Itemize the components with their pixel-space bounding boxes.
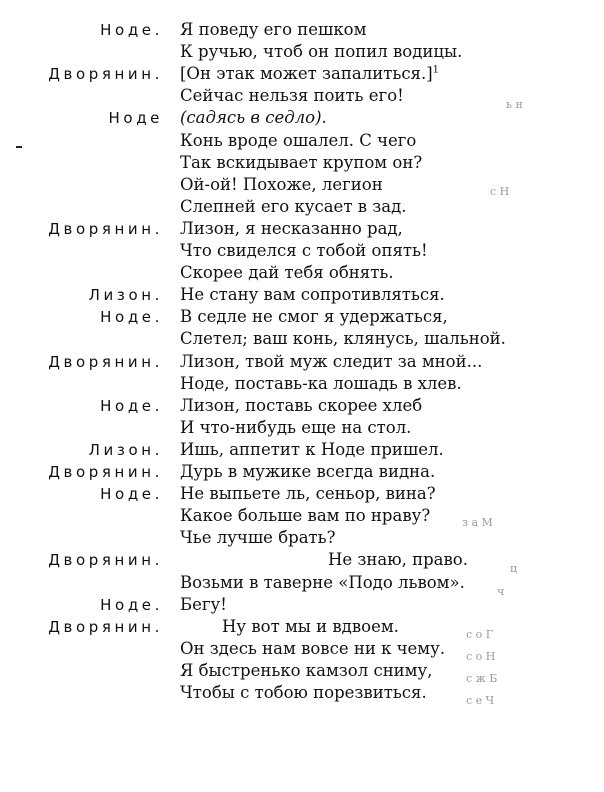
- verse-text: [180, 107, 327, 129]
- verse-text: [180, 262, 394, 284]
- speaker-name: Дворянин.: [48, 617, 163, 636]
- verse-text-content: Я быстренько камзол сниму,: [180, 660, 433, 680]
- verse-text: [180, 461, 435, 483]
- margin-show-through-mark: с о Н: [466, 650, 496, 663]
- verse-text: [180, 218, 403, 240]
- margin-dash: [16, 146, 22, 148]
- dialogue-line: [0, 594, 604, 616]
- verse-text-content: Не выпьете ль, сеньор, вина?: [180, 484, 436, 504]
- verse-text-content: Слетел; ваш конь, клянусь, шальной.: [180, 329, 506, 349]
- verse-text-content: Не знаю, право.: [328, 550, 468, 570]
- verse-text-content: Чье лучше брать?: [180, 528, 336, 548]
- dialogue-line: [0, 262, 604, 284]
- dialogue-line: [0, 196, 604, 218]
- dialogue-line: [0, 130, 604, 152]
- dialogue-line: [0, 284, 604, 306]
- dialogue-line: [0, 306, 604, 328]
- verse-text: [180, 594, 227, 616]
- verse-text: [180, 240, 428, 262]
- verse-text: [180, 439, 444, 461]
- speaker-name: Лизон.: [88, 286, 163, 305]
- dialogue-line: [0, 660, 604, 682]
- dialogue-line: [0, 505, 604, 527]
- speaker-name: Дворянин.: [48, 463, 163, 481]
- margin-show-through-mark: с ж Б: [466, 672, 498, 685]
- verse-text: [180, 373, 462, 395]
- speaker-name: Ноде.: [100, 396, 163, 415]
- dialogue-line: [0, 218, 604, 240]
- dialogue-line: [0, 19, 604, 41]
- verse-text: [328, 549, 468, 571]
- dialogue-line: [0, 527, 604, 549]
- dialogue-line: [0, 395, 604, 417]
- verse-text-content: Скорее дай тебя обнять.: [180, 263, 394, 283]
- dialogue-line: [0, 638, 604, 660]
- verse-text-content: Лизон, твой муж следит за мной...: [180, 351, 483, 371]
- dialogue-line: [0, 461, 604, 483]
- verse-text-content: Я поведу его пешком: [180, 20, 367, 39]
- dialogue-line: [0, 63, 604, 85]
- verse-text: [180, 527, 336, 549]
- verse-text-content: (садясь в седло).: [180, 108, 327, 128]
- dialogue-line: [0, 328, 604, 350]
- margin-show-through-mark: з а М: [462, 516, 493, 529]
- verse-text-content: Чтобы с тобою порезвиться.: [180, 683, 427, 702]
- dialogue-line: [0, 483, 604, 505]
- verse-text-content: Возьми в таверне «Подо львом».: [180, 572, 465, 592]
- verse-text: [180, 682, 427, 704]
- speaker-name: Ноде: [108, 109, 163, 128]
- margin-show-through-mark: с Н: [490, 185, 510, 198]
- speaker-name: Лизон.: [88, 440, 163, 459]
- verse-text: [180, 41, 462, 63]
- verse-text-content: Какое больше вам по нраву?: [180, 506, 431, 526]
- verse-text: [180, 306, 448, 328]
- verse-text: [180, 660, 432, 682]
- margin-show-through-mark: ч: [497, 585, 505, 598]
- verse-text: [180, 284, 445, 306]
- speaker-name: Дворянин.: [48, 219, 163, 238]
- dialogue-line: [0, 417, 604, 439]
- dialogue-line: [0, 240, 604, 262]
- verse-text-content: В седле не смог я удержаться,: [180, 307, 448, 327]
- verse-text-content: Лизон, поставь скорее хлеб: [180, 395, 423, 415]
- dialogue-line: [0, 373, 604, 395]
- verse-text-content: Дурь в мужике всегда видна.: [180, 462, 436, 481]
- verse-text: [180, 196, 406, 218]
- verse-text: [180, 152, 422, 174]
- dialogue-line: [0, 351, 604, 373]
- verse-text-content: К ручью, чтоб он попил водицы.: [180, 42, 463, 62]
- verse-text: [180, 328, 506, 350]
- speaker-name: Ноде.: [100, 308, 163, 327]
- verse-text: [180, 174, 383, 196]
- verse-text-content: Ишь, аппетит к Ноде пришел.: [180, 439, 444, 459]
- dialogue-line: [0, 616, 604, 638]
- verse-text-content: Лизон, я несказанно рад,: [180, 218, 403, 238]
- verse-text-content: Конь вроде ошалел. С чего: [180, 130, 417, 150]
- margin-show-through-mark: ь н: [506, 98, 523, 111]
- verse-text: [180, 483, 436, 505]
- verse-text: [180, 130, 416, 152]
- verse-text: [180, 395, 422, 417]
- verse-text: [180, 572, 465, 594]
- verse-text: [180, 351, 482, 373]
- verse-text-content: [Он этак может запалиться.]: [180, 64, 433, 84]
- speaker-name: Ноде.: [100, 595, 163, 614]
- margin-show-through-mark: ц: [510, 562, 518, 575]
- verse-text: [180, 19, 366, 41]
- verse-text: [180, 85, 404, 107]
- verse-text-content: Не стану вам сопротивляться.: [180, 285, 445, 305]
- speaker-name: Ноде.: [100, 485, 163, 504]
- dialogue-line: [0, 682, 604, 704]
- verse-text: [180, 505, 430, 527]
- verse-text: [222, 616, 399, 638]
- verse-text-content: Сейчас нельзя поить его!: [180, 86, 404, 106]
- verse-text-content: Что свиделся с тобой опять!: [180, 241, 428, 260]
- verse-text-content: Он здесь нам вовсе ни к чему.: [180, 638, 446, 658]
- verse-text-content: Ой-ой! Похоже, легион: [180, 174, 383, 194]
- verse-text-content: Ну вот мы и вдвоем.: [222, 616, 399, 636]
- verse-text-content: Слепней его кусает в зад.: [180, 196, 407, 216]
- speaker-name: Дворянин.: [48, 65, 163, 84]
- verse-text: [180, 417, 411, 439]
- verse-text-content: И что-нибудь еще на стол.: [180, 417, 412, 437]
- verse-text-content: Бегу!: [180, 594, 227, 614]
- verse-text: [180, 63, 439, 85]
- margin-show-through-mark: с о Г: [466, 628, 494, 641]
- dialogue-line: [0, 152, 604, 174]
- speaker-name: Дворянин.: [48, 551, 163, 570]
- verse-text-content: Так вскидывает крупом он?: [180, 152, 423, 172]
- verse-text-content: Ноде, поставь-ка лошадь в хлев.: [180, 373, 462, 393]
- verse-text: [180, 638, 445, 660]
- speaker-name: Дворянин.: [48, 352, 163, 371]
- footnote-marker: 1: [432, 64, 440, 76]
- dialogue-line: [0, 439, 604, 461]
- dialogue-line: [0, 174, 604, 196]
- dialogue-line: [0, 41, 604, 63]
- margin-show-through-mark: с е Ч: [466, 694, 495, 707]
- speaker-name: Ноде.: [100, 21, 163, 39]
